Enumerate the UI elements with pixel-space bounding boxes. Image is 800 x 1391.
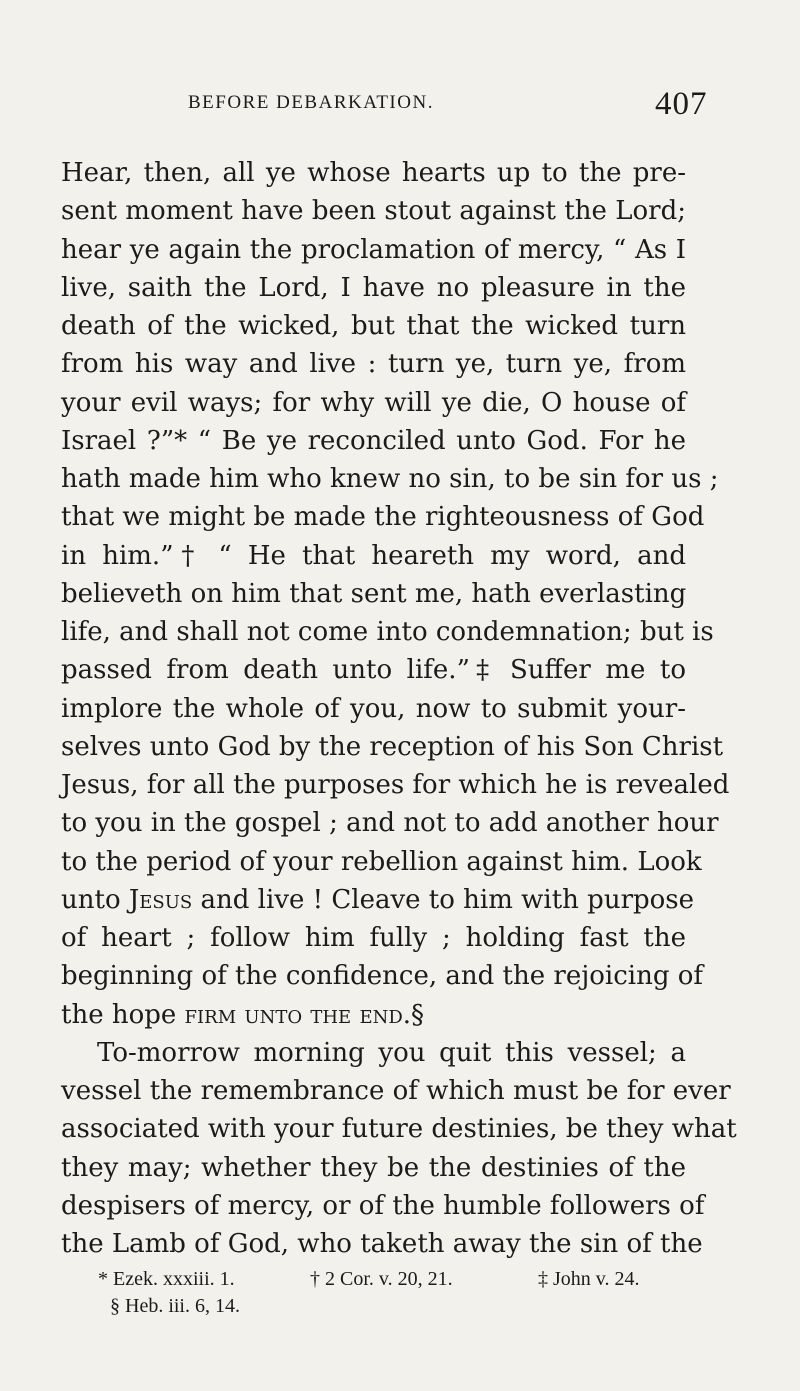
text-line: implore the whole of you, now to submit your- <box>61 693 686 724</box>
text-line <box>61 881 695 919</box>
text-line <box>61 919 686 957</box>
text-line: from his way and live : turn ye, turn ye, from <box>61 349 686 380</box>
text-segment: the hope <box>61 999 185 1030</box>
text-line <box>61 996 686 1034</box>
footnotes <box>98 1266 718 1320</box>
text-segment: and live ! Cleave to him with purpose <box>192 884 695 915</box>
small-caps-name: Jesus <box>128 884 193 915</box>
text-line: beginning of the confidence, and the rejoicing of <box>61 961 704 992</box>
text-line: Israel ?”* “ Be ye reconciled unto God. For he <box>61 425 686 456</box>
text-segment: of <box>61 923 102 953</box>
text-line: passed from death unto life.”‡ Suffer me to <box>61 655 686 686</box>
text-line: selves unto God by the reception of his Son Christ <box>61 731 724 762</box>
text-line: believeth on him that sent me, hath everlasting <box>61 578 687 609</box>
text-line: they may; whether they be the destinies of the <box>61 1152 686 1183</box>
text-line: sent moment have been stout against the Lord; <box>61 196 686 227</box>
text-segment: unto <box>61 884 129 915</box>
text-line: vessel the remembrance of which must be for ever <box>61 1076 731 1106</box>
page-number: 407 <box>655 86 708 122</box>
text-line: your evil ways; for why will ye die, O house of <box>61 387 686 418</box>
text-line: despisers of mercy, or of the humble followers of <box>61 1190 705 1221</box>
footnote-ezekiel: * Ezek. xxxiii. 1. <box>98 1268 235 1290</box>
text-line: that we might be made the righteousness of God <box>61 502 705 533</box>
text-line: in him.”† “ He that heareth my word, and <box>61 540 686 571</box>
text-line: to you in the gospel ; and not to add another hour <box>61 808 719 839</box>
running-head: BEFORE DEBARKATION. <box>188 92 434 113</box>
text-line: to the period of your rebellion against him. Look <box>61 846 702 877</box>
text-segment: heart ; follow him fully ; holding fast the <box>101 923 686 953</box>
text-line: associated with your future destinies, be they what <box>61 1114 737 1145</box>
footnote-row <box>98 1293 718 1320</box>
text-line: death of the wicked, but that the wicked turn <box>61 311 686 341</box>
text-line: life, and shall not come into condemnation; but is <box>61 617 714 647</box>
body-text <box>61 154 737 1263</box>
text-line: hath made him who knew no sin, to be sin for us ; <box>61 464 719 494</box>
footnote-john: ‡ John v. 24. <box>538 1268 640 1290</box>
footnote-hebrews: § Heb. iii. 6, 14. <box>110 1295 240 1317</box>
text-line: live, saith the Lord, I have no pleasure in the <box>61 272 686 303</box>
paragraph-start-line: To-morrow morning you quit this vessel; a <box>97 1037 686 1068</box>
text-line: hear ye again the proclamation of mercy, “ As I <box>61 234 686 265</box>
footnote-row <box>98 1266 718 1293</box>
text-line: Hear, then, all ye whose hearts up to the pre- <box>61 158 686 188</box>
page-header <box>0 86 800 132</box>
text-line: Jesus, for all the purposes for which he is revealed <box>61 770 730 800</box>
text-line: the Lamb of God, who taketh away the sin of the <box>61 1229 703 1259</box>
footnote-marker: § <box>411 999 425 1030</box>
small-caps-phrase: firm unto the end. <box>184 999 412 1030</box>
footnote-corinthians: † 2 Cor. v. 20, 21. <box>310 1268 453 1290</box>
